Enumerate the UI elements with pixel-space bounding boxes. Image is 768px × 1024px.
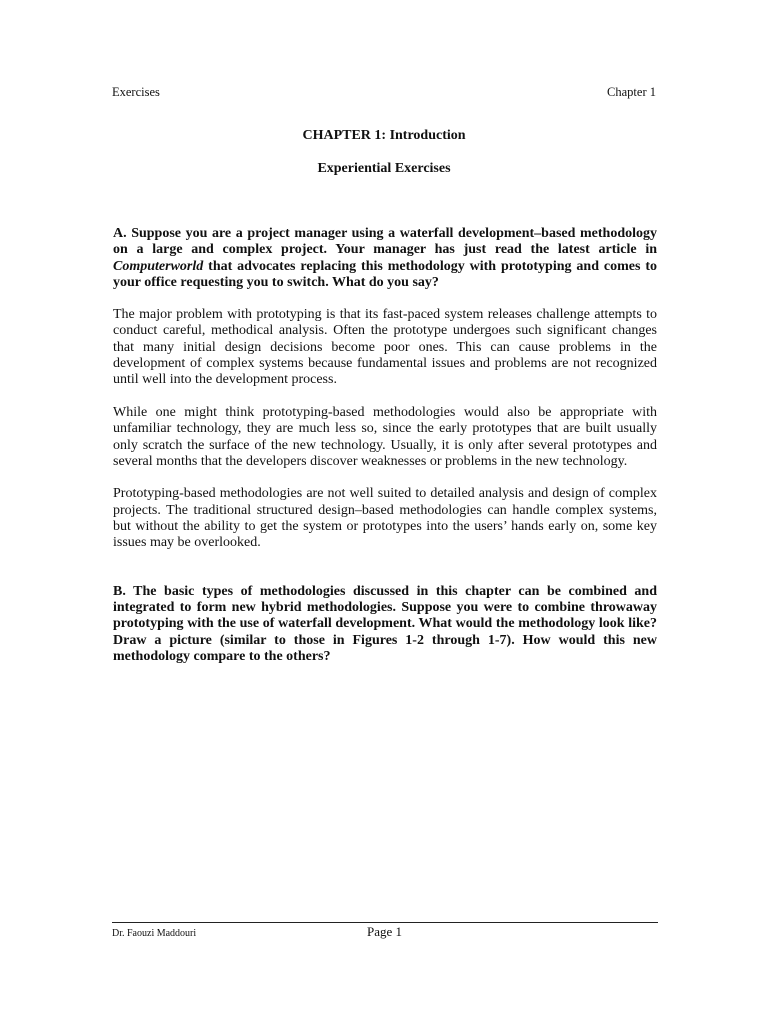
header-chapter-label: Chapter 1	[607, 85, 656, 99]
question-a	[113, 226, 657, 291]
question-a-text-end: that advocates replacing this methodology with prototyping and comes to your office requesting you to switch. What do you say?	[113, 258, 657, 290]
answer-a-paragraph-1: The major problem with prototyping is that its fast-paced system releases challenge attempts to conduct careful, methodical analysis. Often the prototype undergoes such significant changes that many initial design decisions become poor ones. This can cause problems in the development of complex systems because fundamental issues and problems are not recognized until well into the development process.	[113, 307, 657, 388]
section-subtitle: Experiential Exercises	[317, 161, 451, 176]
answer-a-paragraph-3: Prototyping-based methodologies are not well suited to detailed analysis and design of complex projects. The traditional structured design–based methodologies can handle complex systems, but without the ability to get the system or prototypes into the users’ hands early on, some key issues may be overlooked.	[113, 486, 657, 551]
question-b: B. The basic types of methodologies discussed in this chapter can be combined and integrated to form new hybrid methodologies. Suppose you were to combine throwaway prototyping with the use of waterfall development. What would the methodology look like? Draw a picture (similar to those in Figures 1-2 through 1-7). How would this new methodology compare to the others?	[113, 583, 657, 664]
footer-page-number: Page 1	[367, 924, 403, 939]
page-body	[113, 226, 657, 681]
chapter-title: CHAPTER 1: Introduction	[302, 128, 466, 143]
footer-divider	[112, 922, 658, 923]
header-section-label: Exercises	[112, 85, 160, 99]
footer-author: Dr. Faouzi Maddouri	[112, 928, 197, 939]
answer-a-paragraph-2: While one might think prototyping-based methodologies would also be appropriate with unfamiliar technology, they are much less so, since the early prototypes that are built usually only scratch the surface of the new technology. Usually, it is only after several prototypes and several months that the developers discover weaknesses or problems in the new technology.	[113, 404, 657, 469]
question-a-publication: Computerworld	[113, 258, 204, 274]
question-a-text-start: A. Suppose you are a project manager using a waterfall development–based methodology on a large and complex project. Your manager has just read the latest article in	[113, 226, 657, 258]
